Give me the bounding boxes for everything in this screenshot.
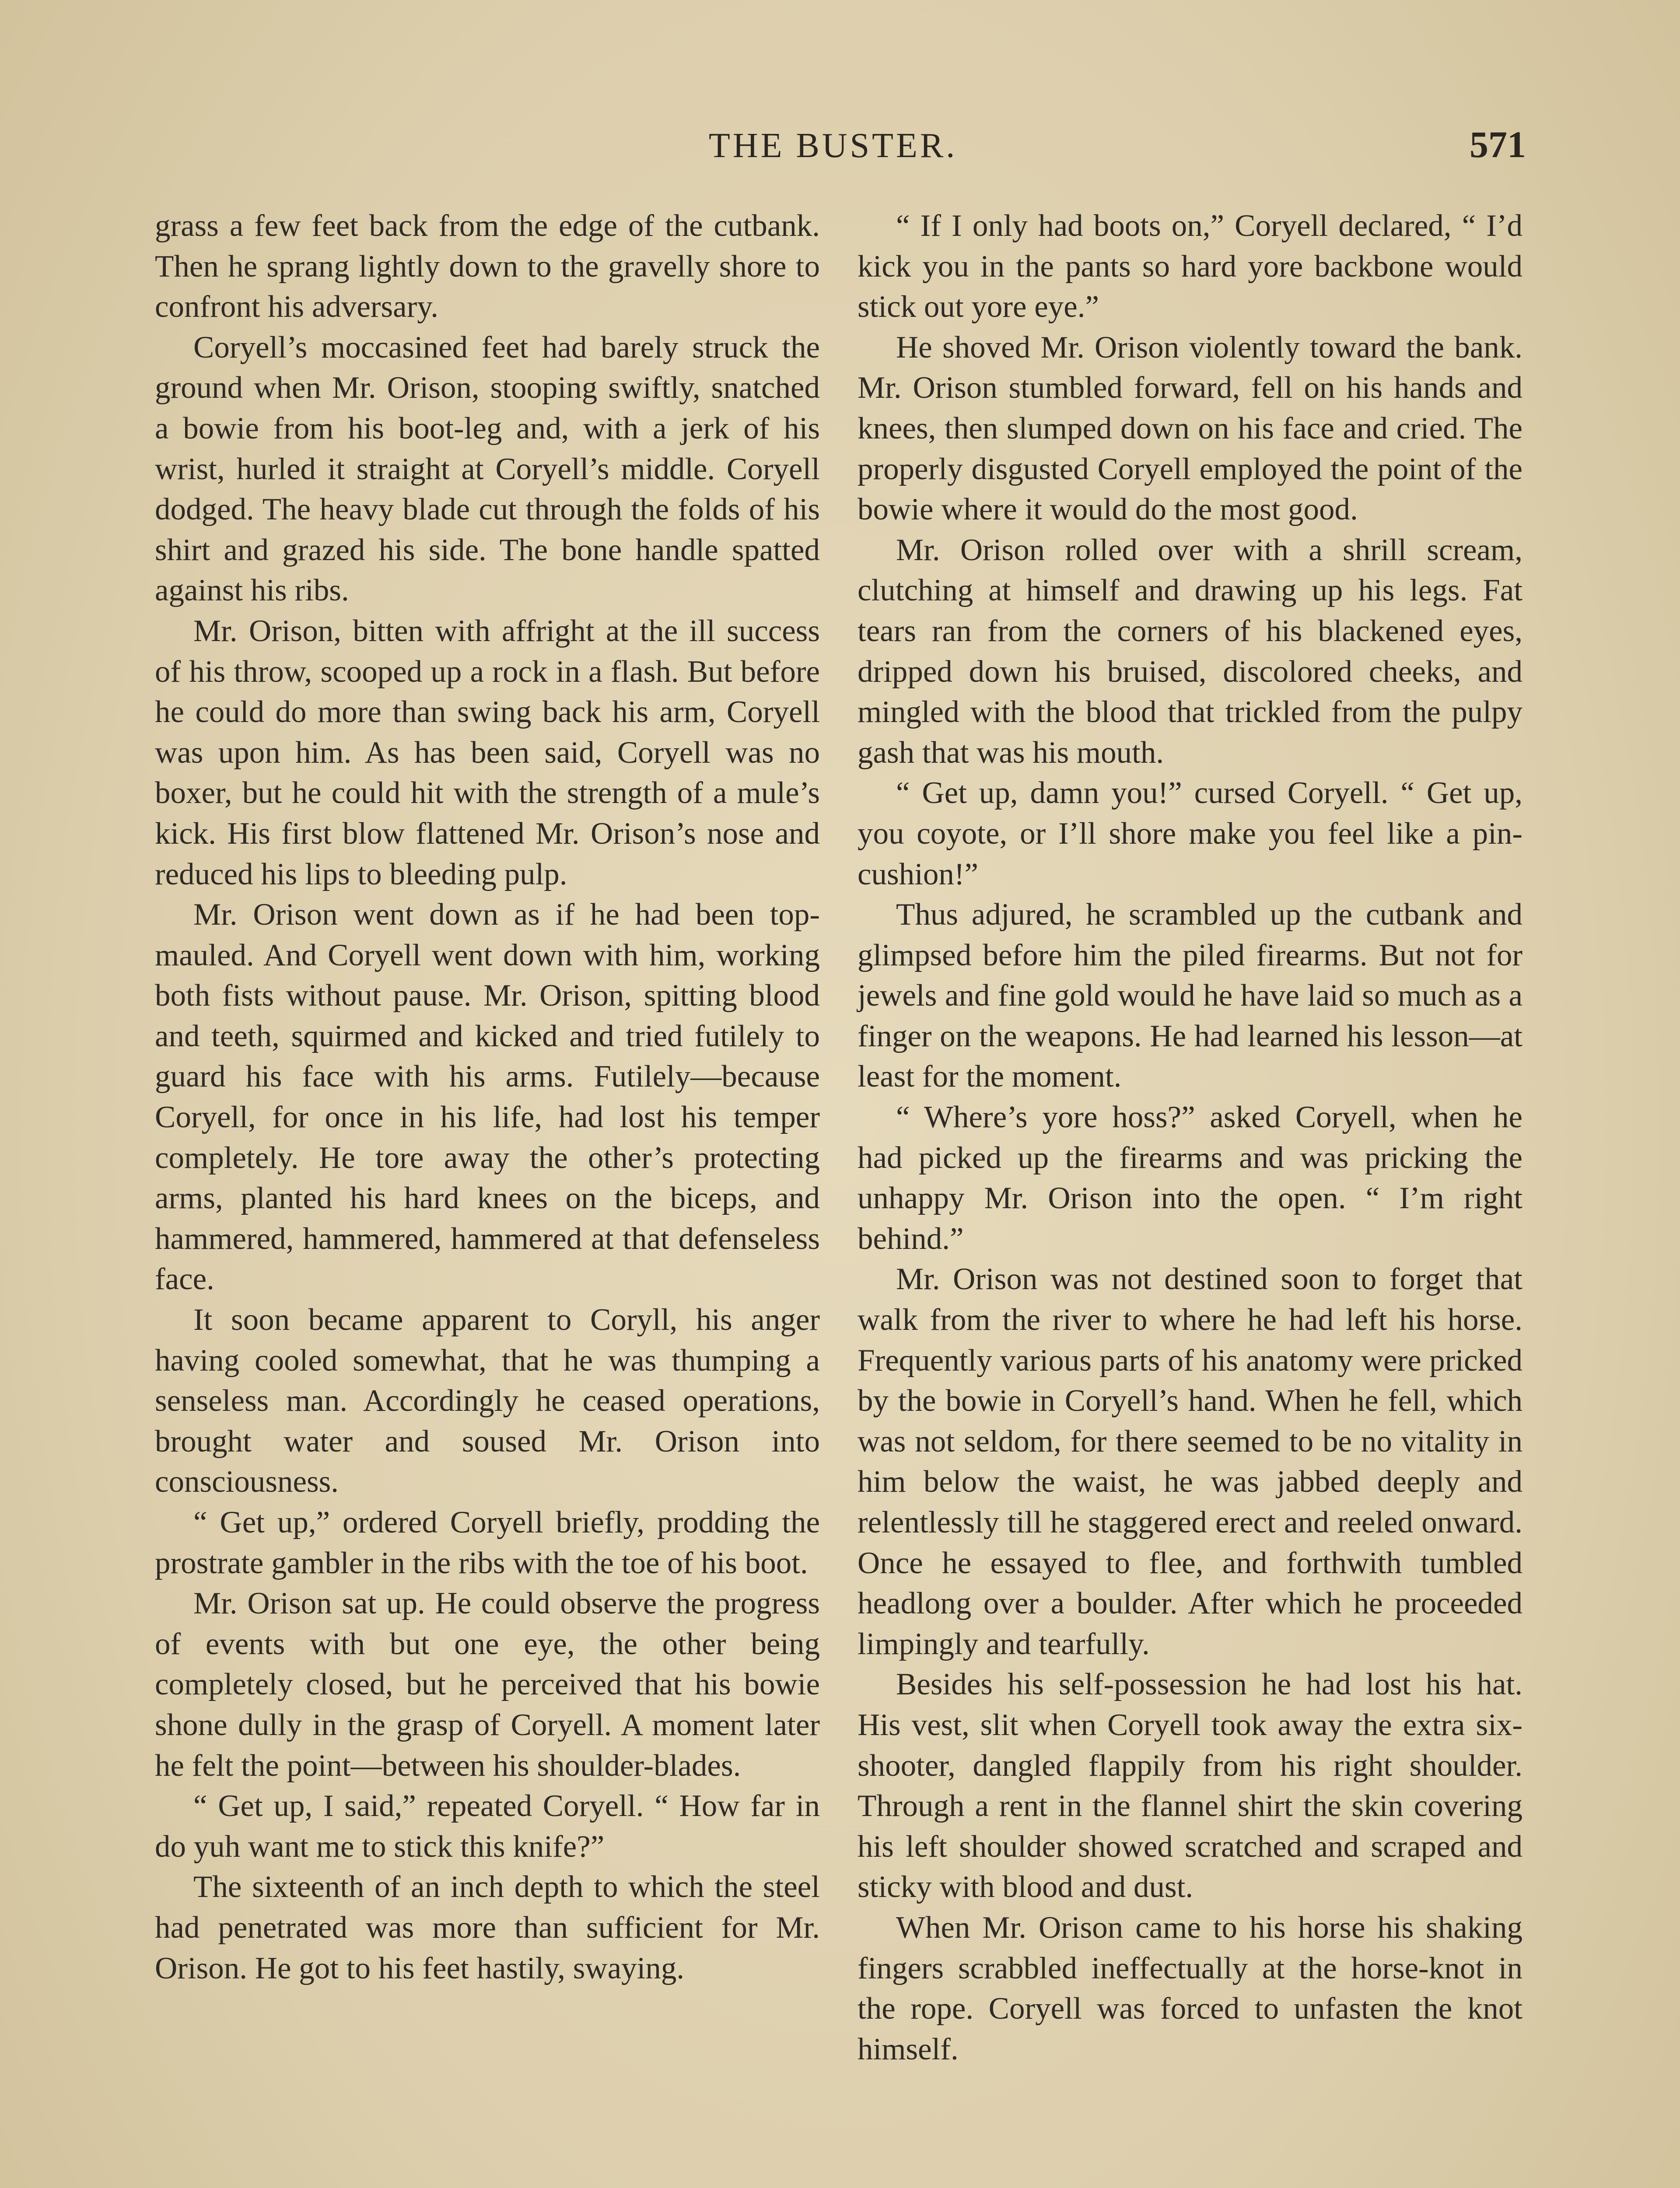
- paragraph: “ Get up, I said,” repeated Coryell. “ How far in do yuh want me to stick this knife?”: [155, 1789, 820, 1864]
- paragraph: Besides his self-possession he had lost his hat. His vest, slit when Coryell took away the extra six-shooter, dangled flappily from his right shoulder. Through a rent in the flannel shirt the skin covering his left shoulder showed scratched and scraped and sticky with blood and dust.: [858, 1667, 1522, 1904]
- left-text-column: [155, 206, 820, 1988]
- paragraph: When Mr. Orison came to his horse his shaking fingers scrabbled ineffectually at the horse-knot in the rope. Coryell was forced to unfasten the knot himself.: [858, 1910, 1522, 2066]
- paragraph: “ Get up,” ordered Coryell briefly, prodding the prostrate gambler in the ribs with the toe of his boot.: [155, 1505, 820, 1580]
- paragraph: Mr. Orison rolled over with a shrill scream, clutching at himself and drawing up his legs. Fat tears ran from the corners of his blackened eyes, dripped down his bruised, discolored cheeks, and mingled with the blood that trickled from the pulpy gash that was his mouth.: [858, 533, 1522, 770]
- paragraph: Mr. Orison, bitten with affright at the ill success of his throw, scooped up a rock in a flash. But before he could do more than swing back his arm, Coryell was upon him. As has been said, Coryell was no boxer, but he could hit with the strength of a mule’s kick. His first blow flattened Mr. Orison’s nose and reduced his lips to bleeding pulp.: [155, 614, 820, 891]
- paragraph: Coryell’s moccasined feet had barely struck the ground when Mr. Orison, stooping swiftly, snatched a bowie from his boot-leg and, with a jerk of his wrist, hurled it straight at Coryell’s middle. Coryell dodged. The heavy blade cut through the folds of his shirt and grazed his side. The bone handle spatted against his ribs.: [155, 330, 820, 608]
- page-number: 571: [1470, 123, 1526, 165]
- paragraph: Mr. Orison went down as if he had been top-mauled. And Coryell went down with him, working both fists without pause. Mr. Orison, spitting blood and teeth, squirmed and kicked and tried futilely to guard his face with his arms. Futilely—because Coryell, for once in his life, had lost his temper completely. He tore away the other’s protecting arms, planted his hard knees on the biceps, and hammered, hammered, hammered at that defenseless face.: [155, 898, 820, 1297]
- paragraph: “ Where’s yore hoss?” asked Coryell, when he had picked up the firearms and was pricking the unhappy Mr. Orison into the open. “ I’m right behind.”: [858, 1100, 1522, 1256]
- paragraph: “ Get up, damn you!” cursed Coryell. “ Get up, you coyote, or I’ll shore make you feel like a pin-cushion!”: [858, 776, 1522, 891]
- paragraph: The sixteenth of an inch depth to which the steel had penetrated was more than sufficient for Mr. Orison. He got to his feet hastily, swaying.: [155, 1870, 820, 1985]
- paragraph: It soon became apparent to Coryll, his anger having cooled somewhat, that he was thumping a senseless man. Accordingly he ceased operations, brought water and soused Mr. Orison into consciousness.: [155, 1303, 820, 1499]
- right-text-column: [858, 206, 1522, 2069]
- running-title: THE BUSTER.: [709, 126, 958, 165]
- paragraph: Thus adjured, he scrambled up the cutbank and glimpsed before him the piled firearms. But not for jewels and fine gold would he have laid so much as a finger on the weapons. He had learned his lesson—at least for the moment.: [858, 898, 1522, 1094]
- paragraph: He shoved Mr. Orison violently toward the bank. Mr. Orison stumbled forward, fell on his hands and knees, then slumped down on his face and cried. The properly disgusted Coryell employed the point of the bowie where it would do the most good.: [858, 330, 1522, 527]
- paragraph: Mr. Orison was not destined soon to forget that walk from the river to where he had left his horse. Frequently various parts of his anatomy were pricked by the bowie in Coryell’s hand. When he fell, which was not seldom, for there seemed to be no vitality in him below the waist, he was jabbed deeply and relentlessly till he staggered erect and reeled onward. Once he essayed to flee, and forthwith tumbled headlong over a boulder. After which he proceeded limpingly and tearfully.: [858, 1262, 1522, 1661]
- paragraph: grass a few feet back from the edge of the cutbank. Then he sprang lightly down to the gravelly shore to confront his adversary.: [155, 209, 820, 324]
- paragraph: Mr. Orison sat up. He could observe the progress of events with but one eye, the other being completely closed, but he perceived that his bowie shone dully in the grasp of Coryell. A moment later he felt the point—between his shoulder-blades.: [155, 1586, 820, 1783]
- paragraph: “ If I only had boots on,” Coryell declared, “ I’d kick you in the pants so hard yore backbone would stick out yore eye.”: [858, 209, 1522, 324]
